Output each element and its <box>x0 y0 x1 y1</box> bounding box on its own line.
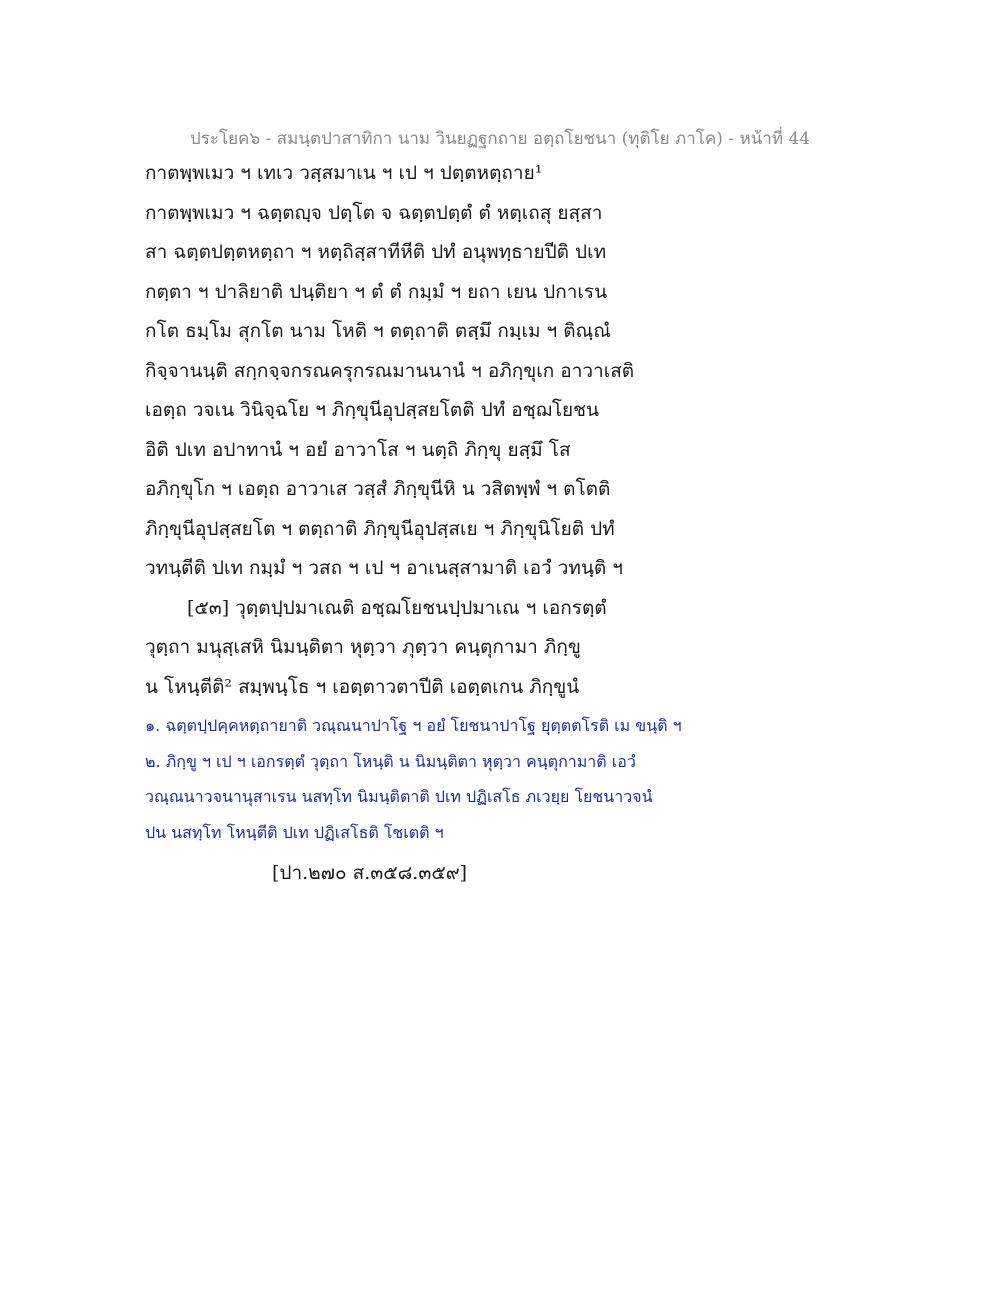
page-header: ประโยค๖ - สมนฺตปาสาทิกา นาม วินยฏฐกถาย อตฺถโยชนา (ทุติโย ภาโค) - หน้าที่ 44 <box>189 129 811 149</box>
text-line: ภิกฺขุนีอุปสฺสยโต ฯ ตตฺถาติ ภิกฺขุนีอุปสฺสเย ฯ ภิกฺขุนิโยติ ปทํ <box>145 517 615 540</box>
text-line: วุตฺถา มนุสฺเสหิ นิมนฺติตา หุตฺวา ภุตฺวา คนฺตุกามา ภิกฺขู <box>145 636 581 658</box>
text-line: กาตพฺพเมว ฯ เทเว วสฺสมาเน ฯ เป ฯ ปตฺตหตฺถาย¹ <box>145 162 543 184</box>
text-line: กตฺตา ฯ ปาลิยาติ ปนฺติยา ฯ ตํ ตํ กมฺมํ ฯ ยถา เยน ปกาเรน <box>145 280 608 303</box>
page-reference: [ปา.๒๗๐ ส.๓๕๘.๓๕๙] <box>272 862 468 884</box>
paragraph-start-line: [๕๓] วุตฺตปฺปมาเณติ อชฺฌโยชนปฺปมาเณ ฯ เอกรตฺตํ <box>187 596 607 619</box>
text-line: อิติ ปเท อปาทานํ ฯ อยํ อาวาโส ฯ นตฺถิ ภิกฺขุ ยสฺมึ โส <box>145 438 571 461</box>
footnote-line: ๒. ภิกฺขู ฯ เป ฯ เอกรตฺตํ วุตฺถา โหนฺติ น นิมนฺติตา หุตฺวา คนฺตุกามาติ เอวํ <box>145 751 636 771</box>
footnote-line: ปน นสทฺโท โหนฺตีติ ปเท ปฏิเสโธติ โชเตติ ฯ <box>145 822 444 842</box>
text-line: สา ฉตฺตปตฺตหตฺถา ฯ หตฺถิสฺสาทีหีติ ปทํ อนุพทฺธายปีติ ปเท <box>145 241 607 263</box>
text-line: เอตฺถ วจเน วินิจฺฉโย ฯ ภิกฺขุนีอุปสฺสยโตติ ปทํ อชฺฌโยชน <box>145 399 600 421</box>
text-line: อภิกฺขุโก ฯ เอตฺถ อาวาเส วสฺสํ ภิกฺขุนีหิ น วสิตพฺพํ ฯ ตโตติ <box>145 478 611 500</box>
text-line: กาตพฺพเมว ฯ ฉตฺตญฺจ ปตฺโต จ ฉตฺตปตฺตํ ตํ หตฺเถสุ ยสฺสา <box>145 201 603 224</box>
text-line: วทนฺตีติ ปเท กมฺมํ ฯ วสถ ฯ เป ฯ อาเนสฺสามาติ เอวํ วทนฺติ ฯ <box>145 557 623 579</box>
main-text <box>145 158 745 711</box>
text-line: กโต ธมฺโม สุกโต นาม โหติ ฯ ตตฺถาติ ตสฺมึ กมฺเม ฯ ติณฺณํ <box>145 320 611 342</box>
text-line: กิจฺจานนฺติ สกฺกจฺจกรณครุกรณมานนานํ ฯ อภิกฺขุเก อาวาเสติ <box>145 359 635 382</box>
text-line: น โหนฺตีติ² สมฺพนฺโธ ฯ เอตฺตาวตาปีติ เอตฺตเกน ภิกฺขูนํ <box>145 675 580 698</box>
footnotes <box>145 712 745 854</box>
footnote-line: วณฺณนาวจนานุสาเรน นสทฺโท นิมนฺติตาติ ปเท ปฏิเสโธ ภเวยฺย โยชนาวจนํ <box>145 787 653 806</box>
footnote-line: ๑. ฉตฺตปฺปคฺคหตฺถายาติ วณฺณนาปาโฐ ฯ อยํ โยชนาปาโฐ ยุตฺตตโรติ เม ขนฺติ ฯ <box>145 716 682 735</box>
